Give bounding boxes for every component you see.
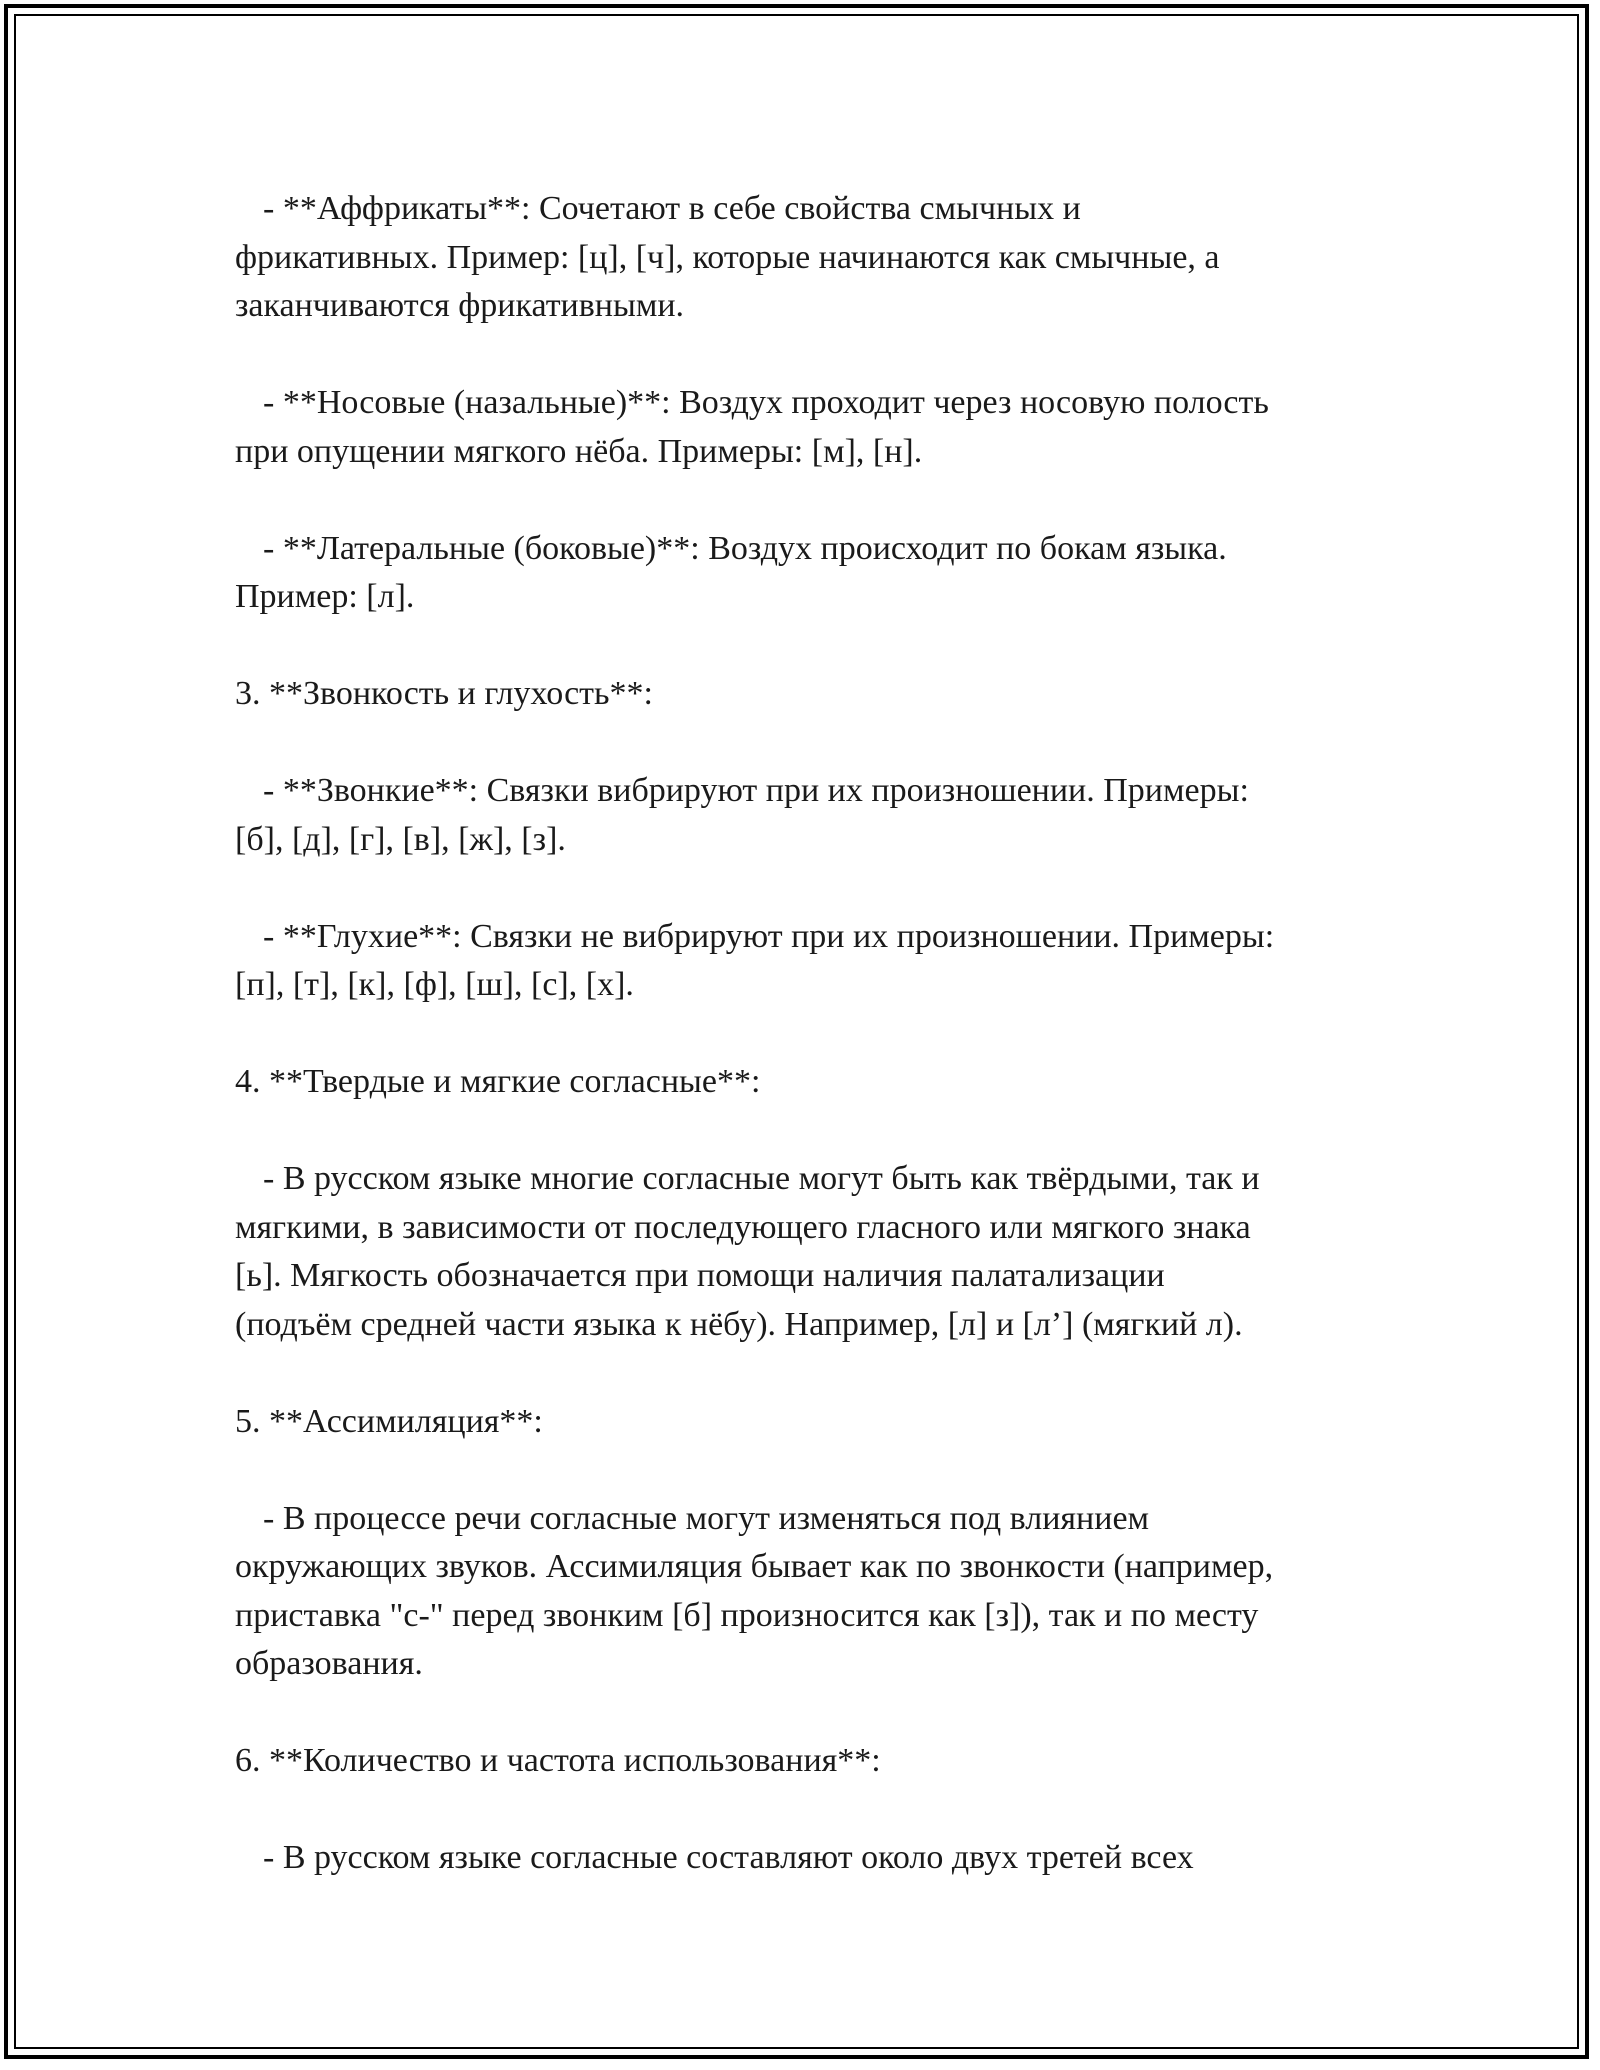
text-line: окружающих звуков. Ассимиляция бывает как по звонкости (например,	[235, 1548, 1274, 1585]
paragraph-voiced	[235, 767, 1375, 864]
paragraph-laterals	[235, 525, 1375, 622]
heading-assimilation	[235, 1398, 1375, 1447]
text-line: фрикативных. Пример: [ц], [ч], которые начинаются как смычные, а	[235, 238, 1220, 276]
text-line: - **Глухие**: Связки не вибрируют при их произношении. Примеры:	[263, 917, 1275, 955]
text-line: [ь]. Мягкость обозначается при помощи наличия палатализации	[235, 1257, 1165, 1294]
document-body	[235, 185, 1375, 1931]
text-line: - **Аффрикаты**: Сочетают в себе свойства смычных и	[263, 190, 1081, 227]
text-line: - **Звонкие**: Связки вибрируют при их произношении. Примеры:	[263, 772, 1249, 809]
text-line: [б], [д], [г], [в], [ж], [з].	[235, 820, 566, 858]
text-line: (подъём средней части языка к нёбу). Например, [л] и [л’] (мягкий л).	[235, 1305, 1243, 1343]
text-line: - В русском языке согласные составляют около двух третей всех	[263, 1839, 1194, 1876]
paragraph-frequency	[235, 1834, 1375, 1883]
paragraph-hard-soft	[235, 1155, 1375, 1349]
text-line: 6. **Количество и частота использования**:	[235, 1742, 881, 1779]
heading-voicing	[235, 670, 1375, 719]
text-line: 4. **Твердые и мягкие согласные**:	[235, 1063, 761, 1100]
text-line: заканчиваются фрикативными.	[235, 287, 685, 324]
paragraph-affricates	[235, 185, 1375, 331]
text-line: мягкими, в зависимости от последующего гласного или мягкого знака	[235, 1208, 1251, 1246]
text-line: 5. **Ассимиляция**:	[235, 1402, 543, 1440]
text-line: 3. **Звонкость и глухость**:	[235, 675, 653, 712]
text-line: при опущении мягкого нёба. Примеры: [м], [н].	[235, 432, 923, 470]
heading-hard-soft	[235, 1058, 1375, 1107]
text-line: приставка "с-" перед звонким [б] произносится как [з]), так и по месту	[235, 1596, 1259, 1634]
text-line: Пример: [л].	[235, 578, 415, 615]
text-line: - В процессе речи согласные могут изменяться под влиянием	[263, 1499, 1150, 1537]
paragraph-nasals	[235, 379, 1375, 476]
heading-frequency	[235, 1737, 1375, 1786]
text-line: - **Латеральные (боковые)**: Воздух происходит по бокам языка.	[263, 529, 1227, 567]
paragraph-voiceless	[235, 913, 1375, 1010]
text-line: - В русском языке многие согласные могут быть как твёрдыми, так и	[263, 1160, 1260, 1197]
text-line: образования.	[235, 1645, 423, 1682]
text-line: - **Носовые (назальные)**: Воздух проходит через носовую полость	[263, 384, 1269, 421]
paragraph-assimilation	[235, 1495, 1375, 1689]
text-line: [п], [т], [к], [ф], [ш], [с], [х].	[235, 966, 634, 1003]
